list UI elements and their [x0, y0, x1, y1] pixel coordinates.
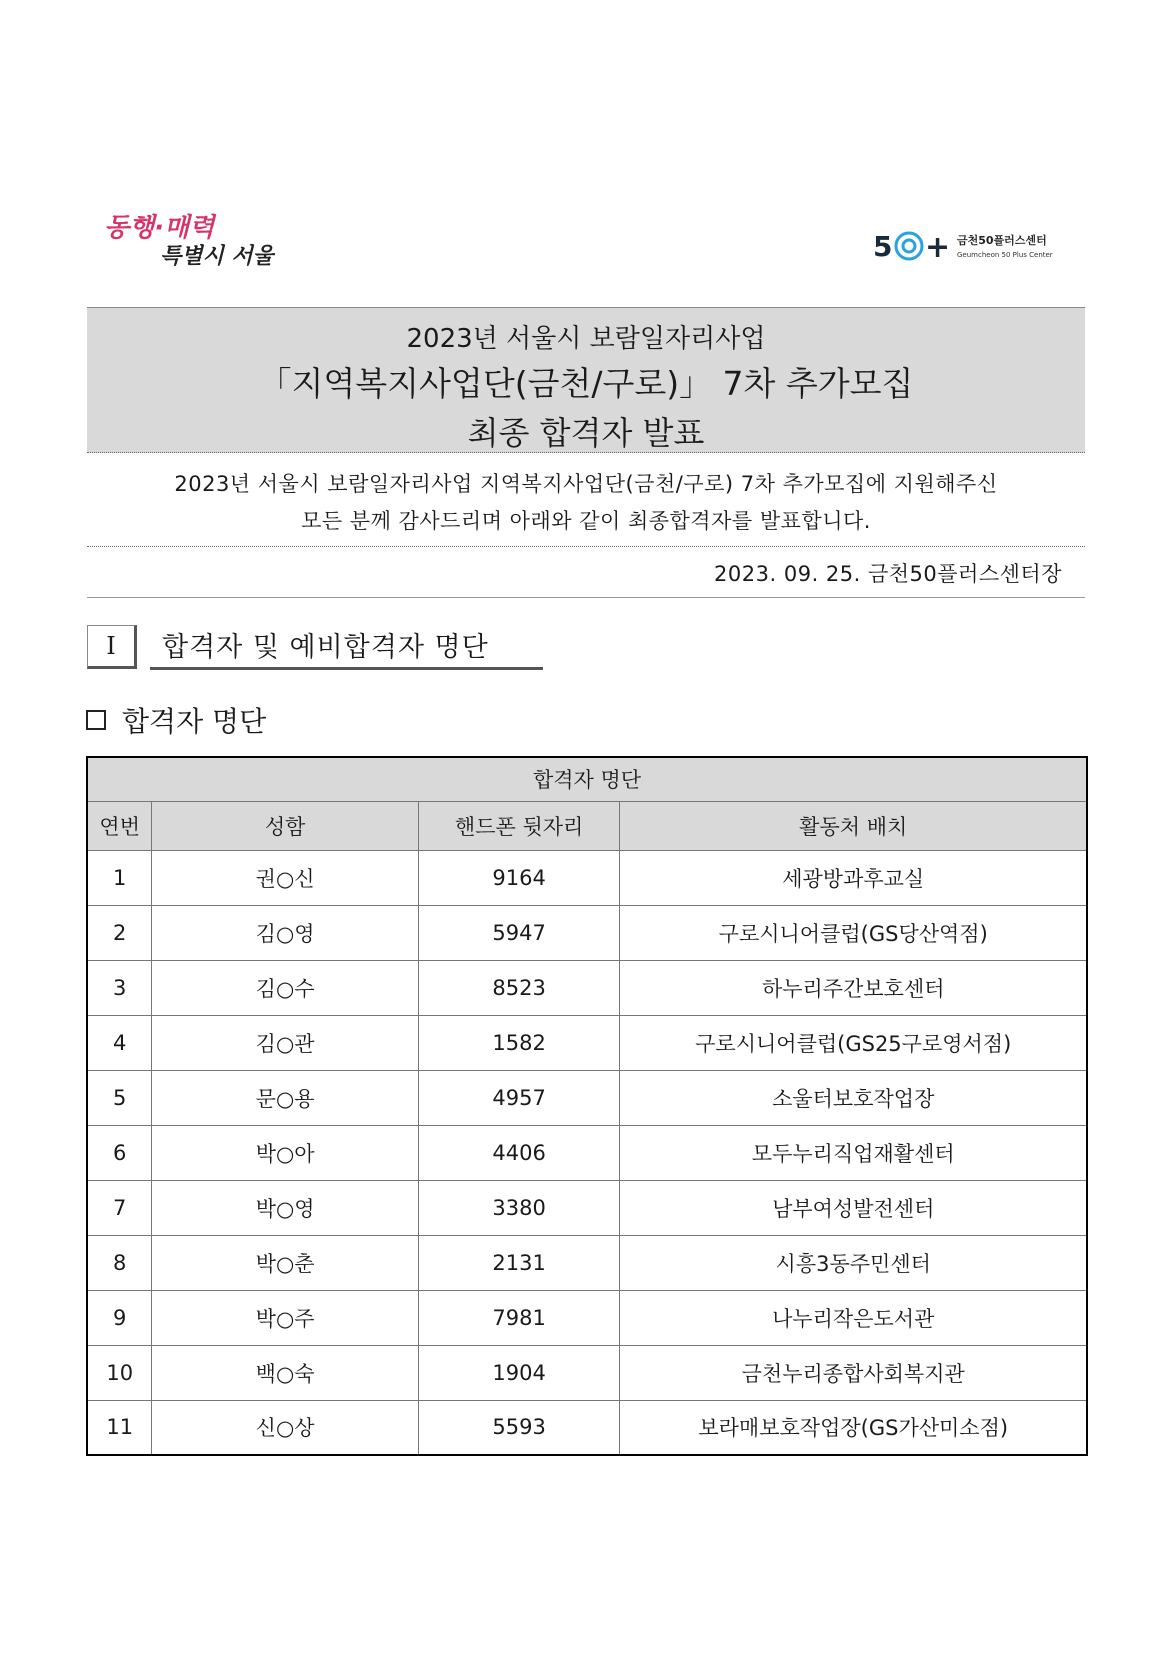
- logo-name-ko: 금천50플러스센터: [957, 234, 1047, 247]
- cell-placement: 금천누리종합사회복지관: [620, 1345, 1087, 1400]
- logo-plus: +: [925, 230, 951, 264]
- table-row: [87, 1400, 1087, 1455]
- table-row: [87, 1235, 1087, 1290]
- title-line-2: 「지역복지사업단(금천/구로)」 7차 추가모집: [258, 364, 914, 403]
- cell-name: 신○상: [152, 1400, 418, 1455]
- cell-name: 박○영: [152, 1180, 418, 1235]
- intro-line-2: 모든 분께 감사드리며 아래와 같이 최종합격자를 발표합니다.: [301, 509, 871, 533]
- table-body: [87, 850, 1087, 1455]
- cell-name: 김○영: [152, 905, 418, 960]
- table-row: [87, 1180, 1087, 1235]
- cell-phone: 3380: [418, 1180, 620, 1235]
- cell-no: 9: [87, 1290, 152, 1345]
- section-number: I: [87, 625, 137, 669]
- dotted-divider: [87, 546, 1085, 547]
- cell-no: 6: [87, 1125, 152, 1180]
- subsection-heading: [86, 700, 266, 740]
- geumcheon-50plus-logo: [873, 226, 1098, 264]
- cell-phone: 8523: [418, 960, 620, 1015]
- cell-placement: 하누리주간보호센터: [620, 960, 1087, 1015]
- seoul-slogan-line2: 특별시 서울: [160, 244, 274, 269]
- cell-name: 권○신: [152, 850, 418, 905]
- cell-placement: 남부여성발전센터: [620, 1180, 1087, 1235]
- table-row: [87, 1290, 1087, 1345]
- cell-name: 박○주: [152, 1290, 418, 1345]
- cell-placement: 시흥3동주민센터: [620, 1235, 1087, 1290]
- header-placement: 활동처 배치: [620, 801, 1087, 850]
- cell-placement: 나누리작은도서관: [620, 1290, 1087, 1345]
- cell-phone: 4406: [418, 1125, 620, 1180]
- cell-name: 문○용: [152, 1070, 418, 1125]
- logo-five: 5: [873, 230, 893, 263]
- cell-placement: 소울터보호작업장: [620, 1070, 1087, 1125]
- cell-no: 8: [87, 1235, 152, 1290]
- header-no: 연번: [87, 801, 152, 850]
- cell-name: 백○숙: [152, 1345, 418, 1400]
- logo-ring-outer: [896, 233, 922, 259]
- seoul-slogan-logo: [100, 208, 275, 270]
- table-row: [87, 850, 1087, 905]
- cell-name: 박○춘: [152, 1235, 418, 1290]
- cell-placement: 보라매보호작업장(GS가산미소점): [620, 1400, 1087, 1455]
- title-line-3: 최종 합격자 발표: [467, 414, 705, 452]
- logo-ring-inner: [903, 240, 915, 252]
- cell-no: 3: [87, 960, 152, 1015]
- cell-name: 김○관: [152, 1015, 418, 1070]
- cell-no: 4: [87, 1015, 152, 1070]
- solid-divider: [87, 597, 1085, 598]
- cell-no: 5: [87, 1070, 152, 1125]
- table-row: [87, 960, 1087, 1015]
- logo-name-en: Geumcheon 50 Plus Center: [957, 251, 1053, 259]
- cell-phone: 4957: [418, 1070, 620, 1125]
- cell-phone: 1582: [418, 1015, 620, 1070]
- cell-no: 11: [87, 1400, 152, 1455]
- table-caption: 합격자 명단: [87, 757, 1087, 801]
- date-signature: 2023. 09. 25. 금천50플러스센터장: [714, 562, 1062, 586]
- section-underline: [150, 667, 543, 670]
- cell-no: 1: [87, 850, 152, 905]
- section-title: 합격자 및 예비합격자 명단: [162, 632, 489, 663]
- intro-line-1: 2023년 서울시 보람일자리사업 지역복지사업단(금천/구로) 7차 추가모집에 지원해주신: [174, 472, 998, 496]
- table-header-row: [87, 801, 1087, 850]
- title-box: [87, 307, 1085, 453]
- table-row: [87, 1125, 1087, 1180]
- checkbox-icon: [86, 710, 106, 730]
- cell-no: 2: [87, 905, 152, 960]
- cell-no: 10: [87, 1345, 152, 1400]
- table-row: [87, 905, 1087, 960]
- header-name: 성함: [152, 801, 418, 850]
- cell-phone: 5947: [418, 905, 620, 960]
- cell-placement: 모두누리직업재활센터: [620, 1125, 1087, 1180]
- cell-phone: 7981: [418, 1290, 620, 1345]
- title-line-1: 2023년 서울시 보람일자리사업: [406, 324, 766, 354]
- cell-phone: 9164: [418, 850, 620, 905]
- table-row: [87, 1345, 1087, 1400]
- results-table: [86, 756, 1088, 1456]
- subsection-title: 합격자 명단: [122, 705, 267, 738]
- cell-phone: 2131: [418, 1235, 620, 1290]
- cell-placement: 구로시니어클럽(GS당산역점): [620, 905, 1087, 960]
- seoul-slogan-line1: 동행·매력: [104, 213, 215, 243]
- cell-placement: 구로시니어클럽(GS25구로영서점): [620, 1015, 1087, 1070]
- cell-name: 김○수: [152, 960, 418, 1015]
- table-row: [87, 1070, 1087, 1125]
- cell-phone: 5593: [418, 1400, 620, 1455]
- header-phone: 핸드폰 뒷자리: [418, 801, 620, 850]
- cell-placement: 세광방과후교실: [620, 850, 1087, 905]
- table-row: [87, 1015, 1087, 1070]
- cell-phone: 1904: [418, 1345, 620, 1400]
- cell-name: 박○아: [152, 1125, 418, 1180]
- cell-no: 7: [87, 1180, 152, 1235]
